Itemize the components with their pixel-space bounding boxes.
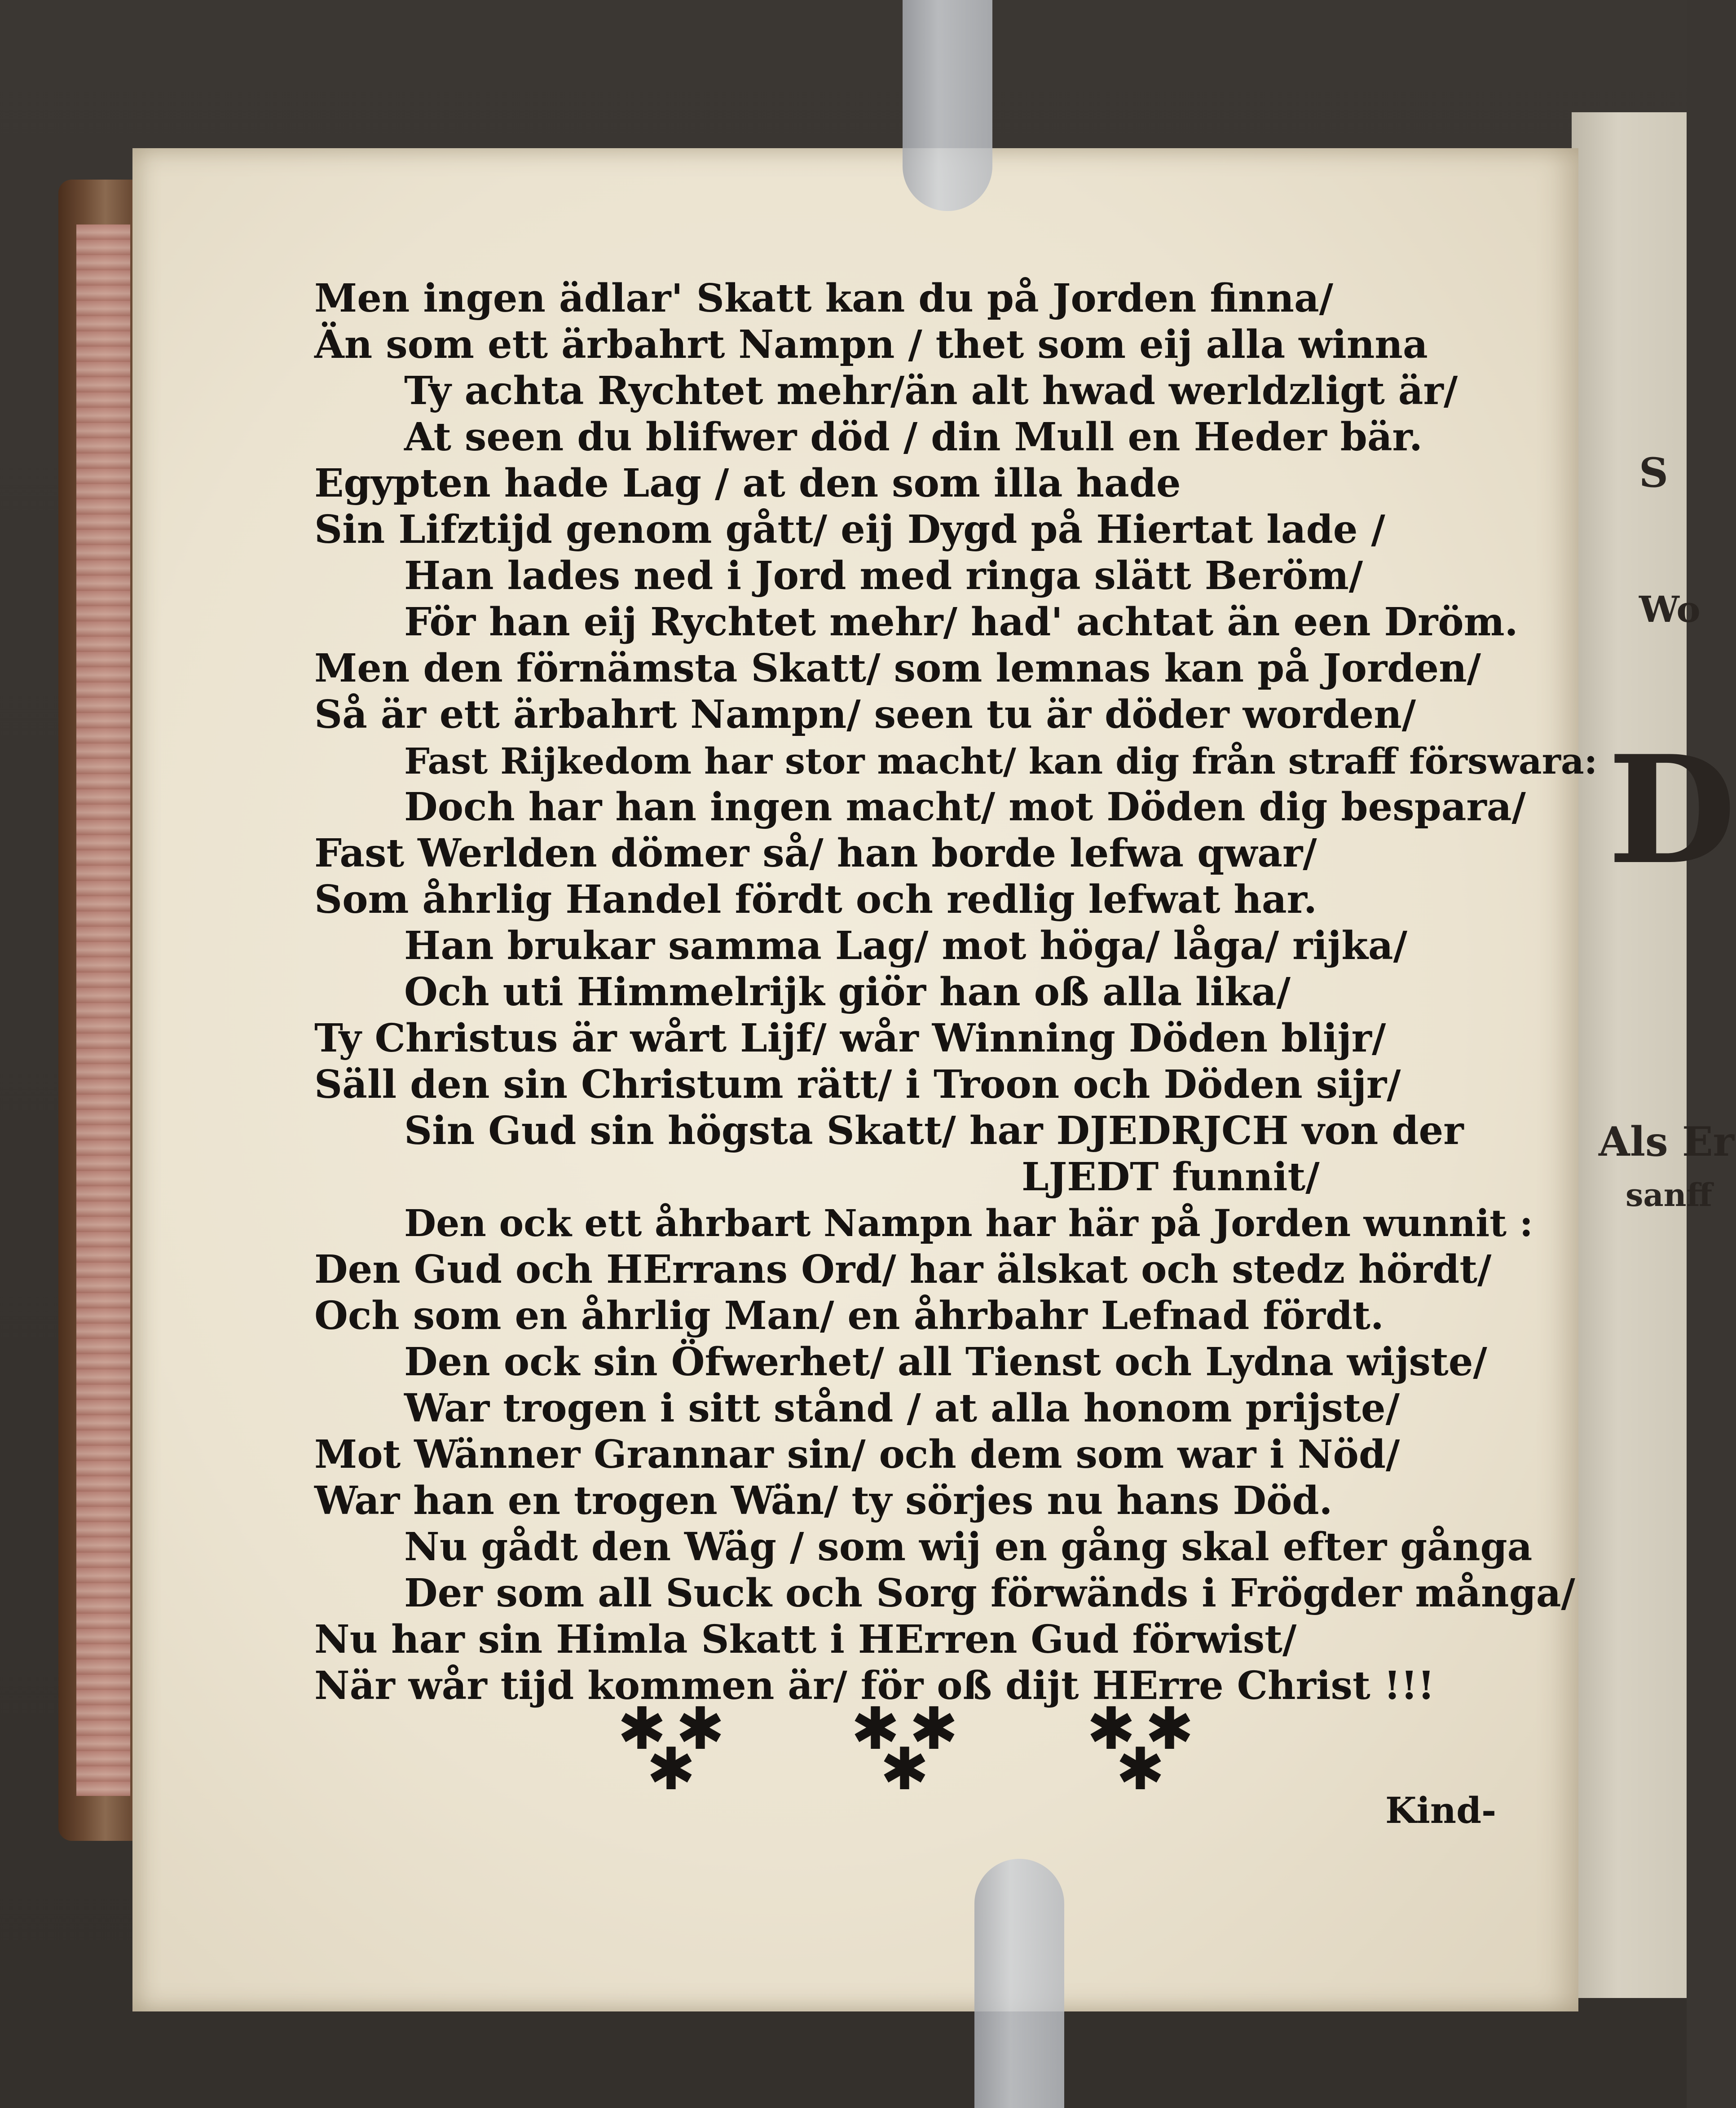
verse-line: Nu har sin Himla Skatt i HErren Gud förwist/: [314, 1617, 1297, 1662]
facing-page-fragment: D: [1608, 723, 1736, 897]
catchword: Kind-: [1385, 1789, 1497, 1831]
ornament-star: ✱: [647, 1735, 696, 1803]
verse-line: Ty Christus är wårt Lijf/ wår Winning Döden blijr/: [314, 1016, 1386, 1061]
verse-line: Sin Gud sin högsta Skatt/ har DJEDRJCH von der: [404, 1108, 1464, 1153]
verse-line: Nu gådt den Wäg / som wij en gång skal efter gånga: [404, 1524, 1533, 1570]
page-edges: [76, 224, 130, 1796]
ornament-star: ✱: [909, 1694, 958, 1763]
verse-line: At seen du blifwer död / din Mull en Heder bär.: [404, 414, 1423, 460]
verse-line: Doch har han ingen macht/ mot Döden dig bespara/: [404, 784, 1526, 830]
page-clip-bottom: [974, 1859, 1064, 2108]
verse-line: Ty achta Rychtet mehr/än alt hwad werldzligt är/: [404, 368, 1458, 414]
verse-line: Säll den sin Christum rätt/ i Troon och Döden sijr/: [314, 1062, 1401, 1107]
ornament-star: ✱: [851, 1694, 900, 1763]
verse-line: Den Gud och HErrans Ord/ har älskat och stedz hördt/: [314, 1247, 1492, 1292]
verse-line: Än som ett ärbahrt Nampn / thet som eij alla winna: [314, 322, 1428, 367]
ornament-star: ✱: [1116, 1735, 1165, 1803]
facing-page-fragment: sanff: [1626, 1176, 1713, 1214]
ornament-star: ✱: [617, 1694, 666, 1763]
verse-line: För han eij Rychtet mehr/ had' achtat än een Dröm.: [404, 599, 1518, 645]
verse-line: Der som all Suck och Sorg förwänds i Frögder många/: [404, 1571, 1575, 1616]
verse-line: War han en trogen Wän/ ty sörjes nu hans Död.: [314, 1478, 1333, 1523]
book-page: [132, 148, 1598, 2011]
facing-page: [1572, 112, 1736, 1998]
verse-line: LJEDT funnit/: [1022, 1154, 1320, 1200]
verse-line: Han brukar samma Lag/ mot höga/ låga/ rijka/: [404, 923, 1407, 968]
verse-line: Sin Lifztijd genom gått/ eij Dygd på Hiertat lade /: [314, 507, 1385, 552]
verse-line: Den ock ett åhrbart Nampn har här på Jorden wunnit :: [404, 1202, 1533, 1245]
verse-line: Fast Werlden dömer så/ han borde lefwa qwar/: [314, 831, 1317, 876]
verse-line: War trogen i sitt stånd / at alla honom prijste/: [404, 1386, 1400, 1431]
verse-line: Och uti Himmelrijk giör han oß alla lika/: [404, 969, 1291, 1015]
verse-line: Fast Rijkedom har stor macht/ kan dig från straff förswara:: [404, 740, 1598, 782]
ornament-star: ✱: [676, 1694, 725, 1763]
verse-line: Mot Wänner Grannar sin/ och dem som war i Nöd/: [314, 1432, 1400, 1477]
facing-page-fragment: Wo: [1639, 588, 1701, 630]
verse-line: Så är ett ärbahrt Nampn/ seen tu är döder worden/: [314, 692, 1416, 737]
facing-page-fragment: S: [1639, 449, 1668, 497]
verse-line: Men den förnämsta Skatt/ som lemnas kan på Jorden/: [314, 646, 1481, 691]
verse-line: Och som en åhrlig Man/ en åhrbahr Lefnad fördt.: [314, 1293, 1384, 1338]
verse-line: Den ock sin Öfwerhet/ all Tienst och Lydna wijste/: [404, 1339, 1487, 1385]
verse-line: När wår tijd kommen är/ för oß dijt HErre Christ !!!: [314, 1663, 1435, 1708]
verse-line: Men ingen ädlar' Skatt kan du på Jorden finna/: [314, 276, 1334, 321]
ornament-star: ✱: [1145, 1694, 1194, 1763]
facing-page-fragment: Als Er: [1599, 1118, 1735, 1166]
verse-line: Egypten hade Lag / at den som illa hade: [314, 461, 1181, 506]
page-clip-top: [903, 0, 992, 211]
verse-line: Som åhrlig Handel fördt och redlig lefwat har.: [314, 877, 1317, 922]
ornament-star: ✱: [880, 1735, 929, 1803]
ornament-star: ✱: [1087, 1694, 1136, 1763]
verse-line: Han lades ned i Jord med ringa slätt Beröm/: [404, 553, 1363, 599]
